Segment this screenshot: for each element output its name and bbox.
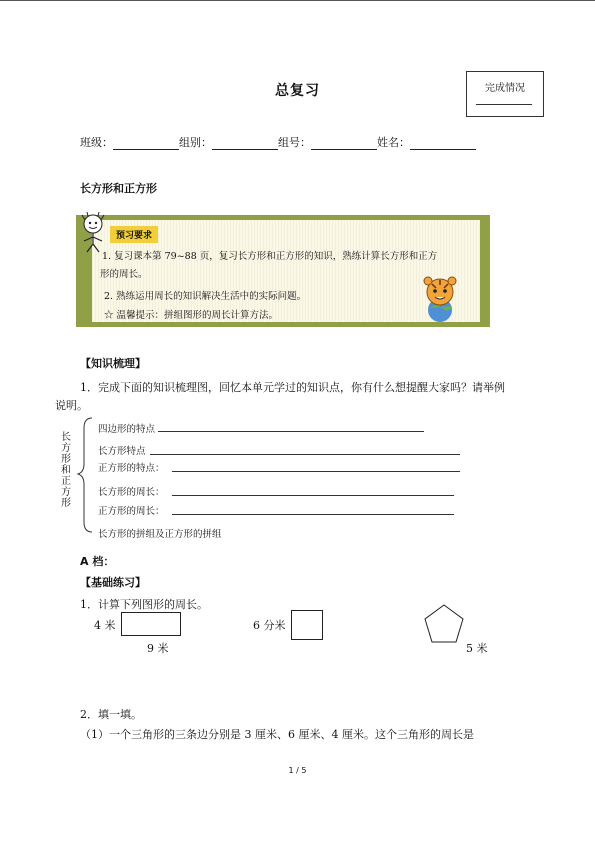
tree-row-square-perimeter — [98, 503, 165, 517]
tree-root-label — [60, 432, 72, 509]
tree-row-combining — [98, 526, 222, 540]
tree-row-label: 长方形特点 — [98, 446, 146, 457]
rectangle-figure — [121, 612, 181, 636]
tree-root-char: 方 — [61, 487, 71, 498]
knowledge-question-line-2: 说明。 — [55, 399, 88, 412]
group-number-field[interactable] — [311, 137, 377, 150]
group-field[interactable] — [212, 137, 278, 150]
tree-row-label: 正方形的特点： — [98, 463, 165, 474]
tree-row-label: 正方形的周长： — [98, 506, 165, 517]
knowledge-question-line-1: 1．完成下面的知识梳理图，回忆本单元学过的知识点，你有什么想提醒大家吗？请举例 — [80, 381, 505, 394]
basic-question-1: 1．计算下列图形的周长。 — [80, 598, 208, 611]
basic-practice-heading: 【基础练习】 — [80, 576, 146, 589]
tiger-globe-icon — [414, 276, 466, 322]
square-figure — [291, 610, 323, 640]
tree-root-char: 形 — [61, 498, 71, 509]
top-border — [0, 0, 595, 1]
tree-row-label: 长方形的拼组及正方形的拼组 — [98, 529, 222, 540]
tree-row-answer-line[interactable] — [172, 471, 460, 472]
rectangle-height-label: 4 米 — [94, 619, 116, 632]
preview-line-3: ☆ 温馨提示：拼组图形的周长计算方法。 — [104, 310, 279, 321]
tree-row-answer-line[interactable] — [158, 431, 424, 432]
preview-line-1b: 形的周长。 — [100, 269, 148, 280]
name-field[interactable] — [410, 137, 476, 150]
tree-root-char: 方 — [61, 443, 71, 454]
tree-row-answer-line[interactable] — [172, 495, 454, 496]
tree-row-rectangle-features — [98, 443, 146, 457]
tree-root-char: 形 — [61, 454, 71, 465]
tree-row-answer-line[interactable] — [172, 514, 454, 515]
tree-root-char: 长 — [61, 432, 71, 443]
tree-brace — [76, 416, 96, 534]
preview-line-2: 2. 熟练运用周长的知识解决生活中的实际问题。 — [104, 291, 307, 302]
completion-status-line — [476, 104, 532, 105]
tree-root-char: 和 — [61, 465, 71, 476]
group-label: 组别： — [179, 136, 212, 149]
tree-root-char: 正 — [61, 476, 71, 487]
basic-question-2-1: （1）一个三角形的三条边分别是 3 厘米、6 厘米、4 厘米。这个三角形的周长是 — [80, 728, 474, 741]
pentagon-figure — [422, 603, 466, 645]
completion-status-label: 完成情况 — [485, 83, 525, 94]
tree-row-answer-line[interactable] — [150, 454, 460, 455]
level-a-heading: A 档： — [80, 555, 115, 568]
page-number: 1 / 5 — [288, 766, 307, 775]
class-field[interactable] — [113, 137, 179, 150]
group-number-label: 组号： — [278, 136, 311, 149]
tree-row-square-features — [98, 460, 165, 474]
completion-status-box — [466, 71, 544, 117]
name-label: 姓名： — [377, 136, 410, 149]
preview-tag: 预习要求 — [110, 226, 158, 243]
square-side-label: 6 分米 — [253, 619, 286, 632]
section-heading: 长方形和正方形 — [80, 182, 157, 195]
pentagon-side-label: 5 米 — [466, 642, 488, 655]
rectangle-width-label: 9 米 — [147, 642, 169, 655]
basic-question-2: 2．填一填。 — [80, 708, 142, 721]
tree-row-rectangle-perimeter — [98, 484, 165, 498]
preview-line-1: 1. 复习课本第 79~88 页，复习长方形和正方形的知识，熟练计算长方形和正方 — [102, 251, 438, 262]
tree-row-label: 四边形的特点 — [98, 424, 156, 435]
page-title: 总复习 — [275, 83, 320, 99]
class-label: 班级： — [80, 136, 113, 149]
tree-row-label: 长方形的周长： — [98, 487, 165, 498]
student-info-row — [80, 134, 476, 150]
tree-row-quadrilateral — [98, 421, 155, 435]
knowledge-heading: 【知识梳理】 — [80, 357, 146, 370]
